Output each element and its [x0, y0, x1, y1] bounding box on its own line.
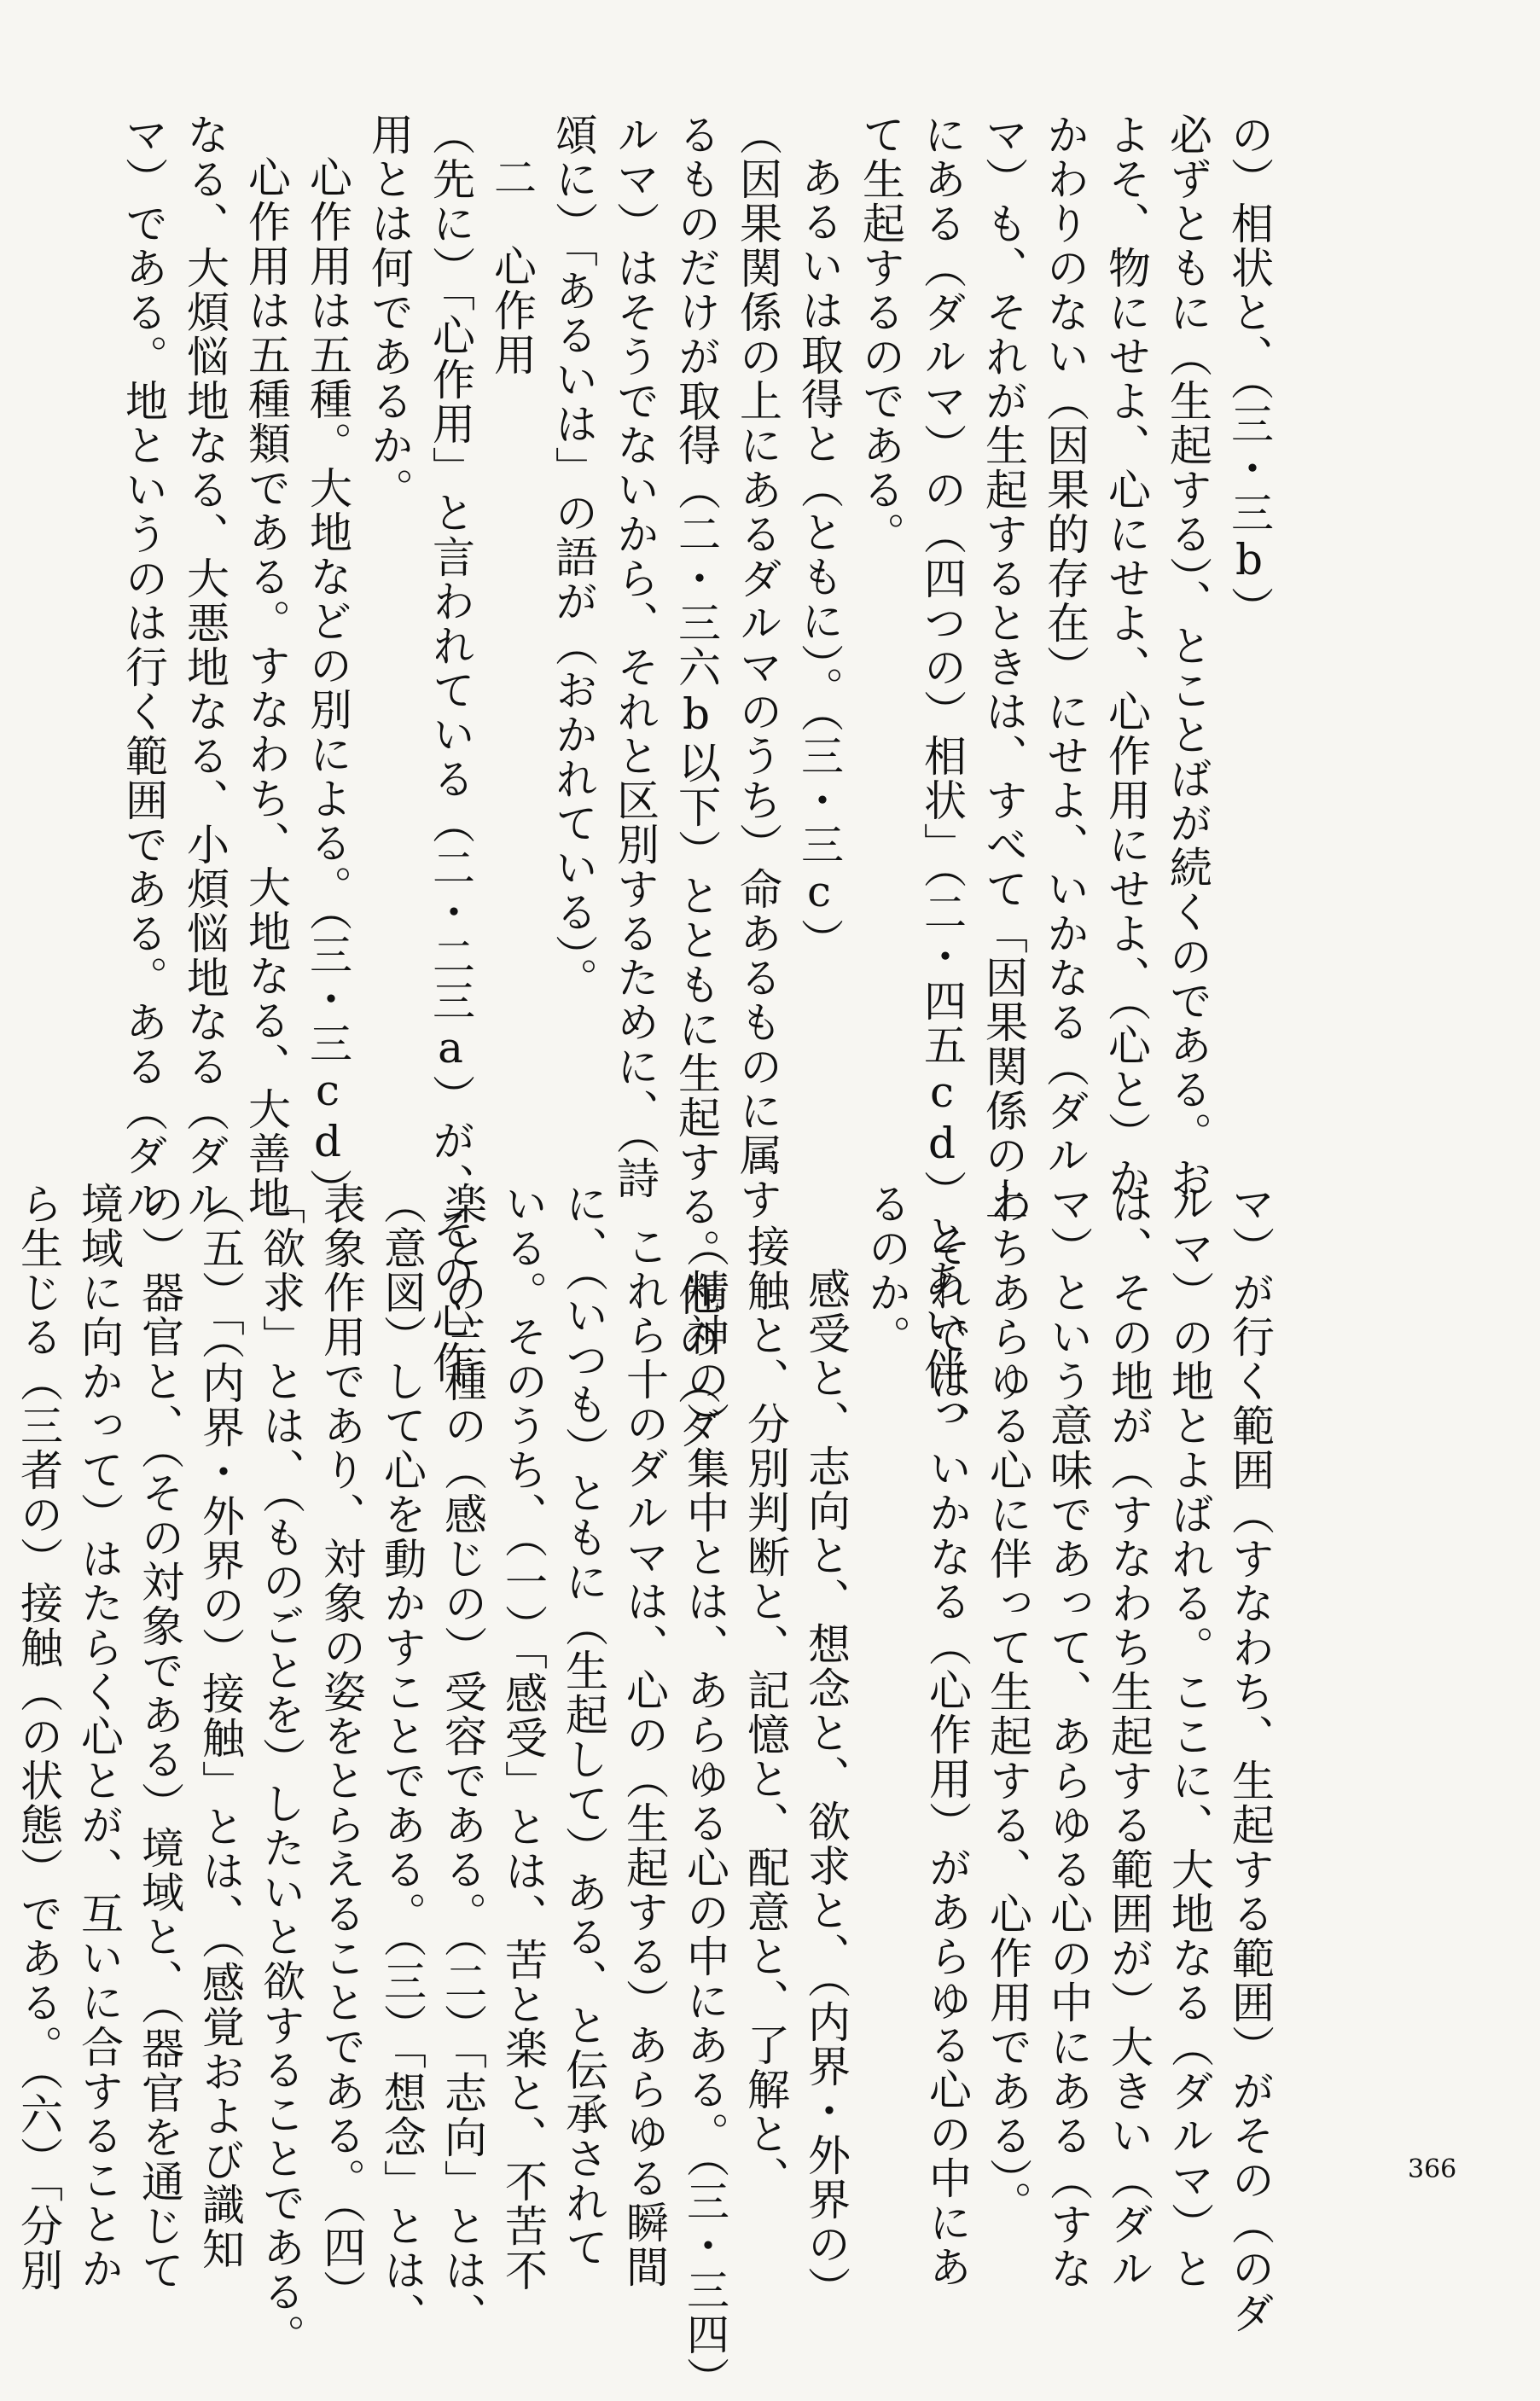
- text-line: るのか。: [862, 1182, 911, 1359]
- text-line: （先に）「心作用」と言われている（二・二三a）が、その心作: [426, 113, 475, 1385]
- text-line: 楽との三種の（感じの）受容である。（二）「志向」とは、: [438, 1182, 487, 2337]
- text-line: （精神の）集中とは、あらゆる心の中にある。（三・三四）: [680, 1224, 729, 2401]
- text-line: 心作用は五種。大地などの別による。（三・三cd）: [303, 155, 352, 1212]
- text-line: （五）「（内界・外界の）接触」とは、（感覚および識知: [195, 1182, 245, 2271]
- text-line: （意図）して心を動かすことである。（三）「想念」とは、: [377, 1182, 427, 2337]
- text-line: ルマ）の地とよばれる。ここに、大地なる（ダルマ）と: [1165, 1182, 1214, 2291]
- text-line: は、その地が（すなわち生起する範囲が）大きい（ダル: [1104, 1182, 1154, 2291]
- text-line: るものだけが取得（二・三六b以下）とともに生起する。他の（ダ: [671, 113, 721, 1450]
- text-line: よそ、物にせよ、心にせよ、心作用にせよ、（心と）か: [1101, 113, 1151, 1200]
- text-line: の）器官と、（その対象である）境域と、（器官を通じて: [135, 1182, 184, 2293]
- text-line: 接触と、分別判断と、記憶と、配意と、了解と、: [741, 1224, 790, 2200]
- text-line: これら十のダルマは、心の（生起する）あらゆる瞬間: [619, 1224, 669, 2289]
- text-line: かわりのない（因果的存在）にせよ、いかなる（ダル: [1040, 113, 1090, 1177]
- text-line: に、（いつも）ともに（生起して）ある、と伝承されて: [559, 1182, 608, 2270]
- text-line: ら生じる（三者の）接触（の状態）である。（六）「分別: [14, 1182, 63, 2293]
- text-line: マ）である。地というのは行く範囲である。ある（ダル: [119, 113, 168, 1222]
- lower-text-block: [8, 1182, 1280, 2401]
- text-line: あるいは取得と（ともに）。（三・三c）: [794, 155, 844, 962]
- text-line: わちあらゆる心に伴って生起する、心作用である）。: [983, 1182, 1032, 2225]
- text-line: 感受と、志向と、想念と、欲求と、（内界・外界の）: [801, 1267, 851, 2311]
- text-line: マ）という意味であって、あらゆる心の中にある（すな: [1043, 1182, 1093, 2291]
- text-line: （因果関係の上にあるダルマのうち）命あるものに属す: [733, 113, 782, 1222]
- section-heading: 二 心作用: [487, 155, 537, 377]
- text-line: 境域に向かって）はたらく心とが、互いに合することか: [74, 1182, 124, 2291]
- text-line: て生起するのである。: [856, 113, 905, 556]
- text-line: 「欲求」とは、（ものごとを）したいと欲することである。: [256, 1182, 305, 2358]
- text-line: マ）も、それが生起するときは、すべて「因果関係の上: [979, 113, 1028, 1222]
- text-line: にある（ダルマ）の（四つの）相状」（二・四五cd）とあい伴っ: [917, 113, 967, 1436]
- text-line: なる、大煩悩地なる、大悪地なる、小煩悩地なる（ダル: [180, 113, 230, 1222]
- text-line: 表象作用であり、対象の姿をとらえることである。（四）: [317, 1182, 366, 2314]
- text-line: それでは、いかなる（心作用）があらゆる心の中にあ: [922, 1224, 972, 2289]
- text-line: ルマ）はそうでないから、それと区別するために、（詩: [610, 113, 660, 1200]
- text-line: いる。そのうち、（一）「感受」とは、苦と楽と、不苦不: [498, 1182, 548, 2293]
- page-number: 366: [1408, 2154, 1457, 2184]
- text-line: 用とは何であるか。: [364, 113, 414, 512]
- text-line: マ）が行く範囲（すなわち、生起する範囲）がその（のダ: [1225, 1182, 1275, 2335]
- text-line: 頌に）「あるいは」の語が（おかれている）。: [549, 113, 598, 1002]
- text-line: 必ずともに（生起する）、とことばが続くのである。お: [1163, 113, 1212, 1200]
- text-line: の）相状と、（三・三b）: [1224, 113, 1274, 631]
- text-line: 心作用は五種類である。すなわち、大地なる、大善地: [241, 155, 291, 1220]
